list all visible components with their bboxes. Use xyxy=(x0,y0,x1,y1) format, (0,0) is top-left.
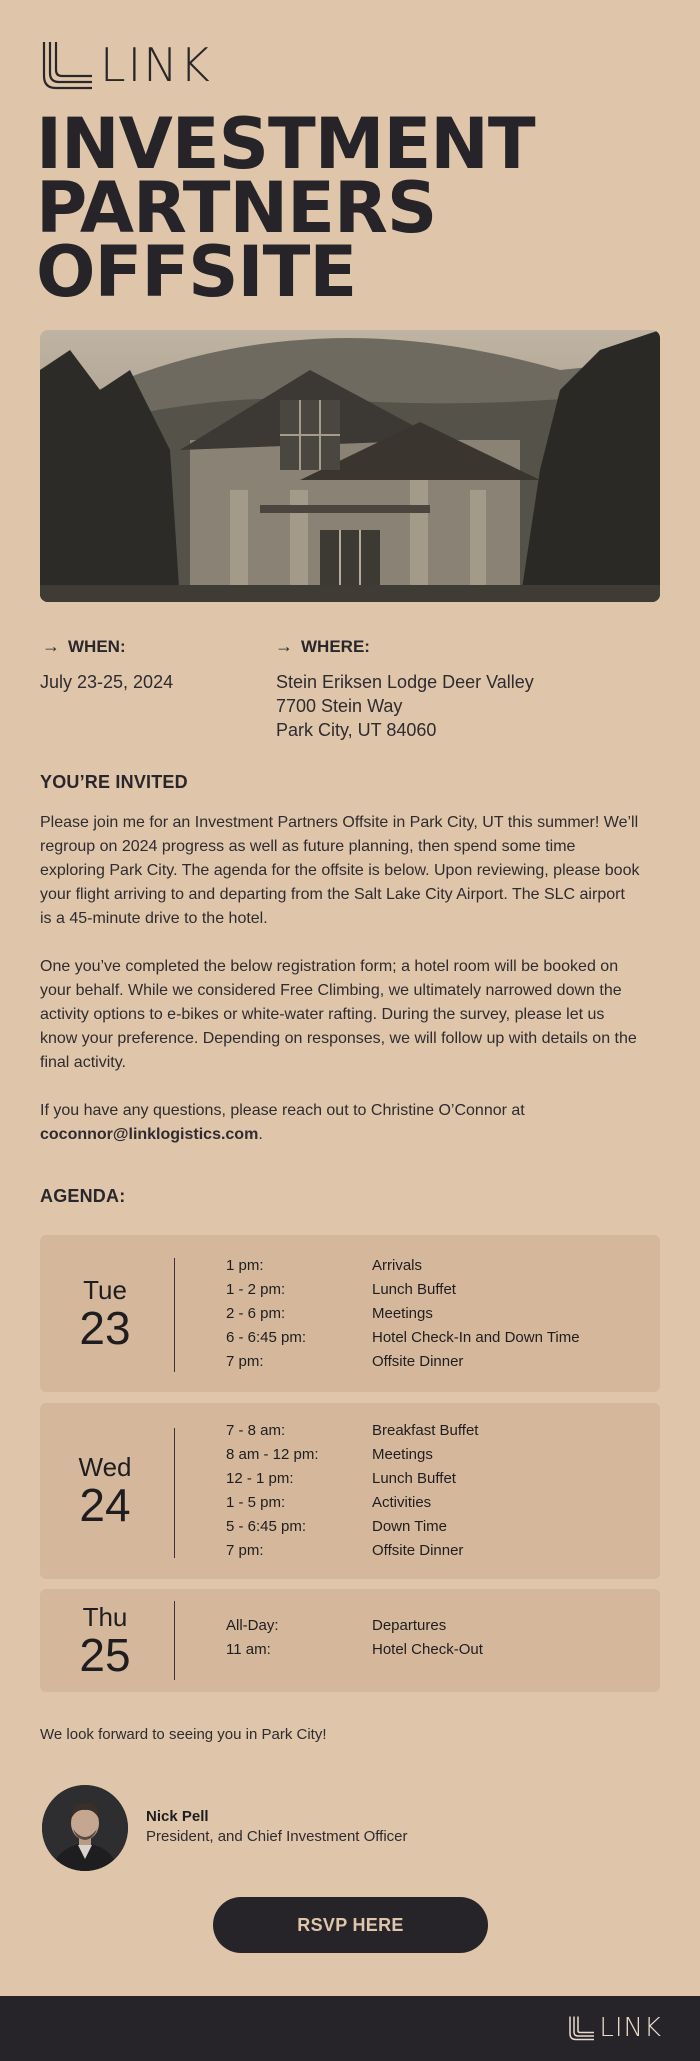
agenda-day-card xyxy=(40,1403,660,1579)
invite-paragraph-3: If you have any questions, please reach out to Christine O’Connor at coconnor@linklogistics.com. xyxy=(40,1102,525,1143)
page-title xyxy=(36,103,676,313)
signer-name: Nick Pell xyxy=(146,1808,209,1825)
day-date: 23 xyxy=(79,1301,131,1354)
schedule-row: 11 am: Hotel Check-Out xyxy=(226,1641,483,1658)
footer xyxy=(0,1996,700,2061)
agenda-title: AGENDA: xyxy=(40,1186,126,1206)
title-line-3: OFFSITE xyxy=(36,231,357,313)
avatar xyxy=(42,1785,128,1871)
day-schedule xyxy=(226,1614,632,1662)
arrow-right-icon: → xyxy=(275,636,293,656)
day-divider xyxy=(174,1428,175,1558)
day-date: 24 xyxy=(79,1479,131,1531)
day-name: Tue xyxy=(83,1274,127,1305)
schedule-row: All-Day: Departures xyxy=(226,1617,447,1634)
where-line-3: Park City, UT 84060 xyxy=(276,720,437,740)
day-date: 25 xyxy=(79,1628,131,1681)
day-header xyxy=(40,1403,170,1579)
day-header xyxy=(40,1235,170,1392)
day-divider xyxy=(174,1258,175,1372)
link-logo-icon xyxy=(42,40,94,90)
signer-title: President, and Chief Investment Officer xyxy=(146,1828,408,1845)
title-line-2: PARTNERS xyxy=(36,167,437,249)
contact-email-link[interactable]: coconnor@linklogistics.com xyxy=(40,1126,259,1143)
invite-paragraph-2: One you’ve completed the below registration form; a hotel room will be booked on your behalf. While we considered Free Climbing, we ultimately narrowed down the activity options to e-bikes or white-water rafting. During the survey, please let us know your preference. Depending on responses, we will follow up with details on the final activity. xyxy=(40,958,637,1071)
schedule-row: 5 - 6:45 pm: Down Time xyxy=(226,1518,448,1535)
hero-image xyxy=(40,330,660,602)
day-name: Thu xyxy=(82,1601,128,1632)
day-schedule xyxy=(226,1419,632,1563)
arrow-right-icon: → xyxy=(42,636,60,656)
title-line-1: INVESTMENT xyxy=(36,103,535,185)
day-name: Wed xyxy=(78,1452,132,1482)
where-line-2: 7700 Stein Way xyxy=(276,696,403,716)
when-value: July 23-25, 2024 xyxy=(40,672,174,692)
brand-name: LINK xyxy=(100,38,212,92)
schedule-row: 7 pm: Offsite Dinner xyxy=(226,1353,464,1370)
link-logo-icon xyxy=(569,2015,595,2041)
agenda-day-card xyxy=(40,1235,660,1392)
where-label: → WHERE: xyxy=(275,636,370,656)
schedule-row: 7 pm: Offsite Dinner xyxy=(226,1542,464,1559)
schedule-row: 8 am - 12 pm: Meetings xyxy=(226,1446,433,1463)
portrait-photo xyxy=(42,1785,128,1871)
brand-logo xyxy=(42,40,212,90)
schedule-row: 1 pm: Arrivals xyxy=(226,1257,423,1274)
lodge-photo xyxy=(40,330,660,602)
day-divider xyxy=(174,1601,175,1680)
rsvp-button[interactable]: RSVP HERE xyxy=(213,1897,488,1953)
schedule-row: 1 - 2 pm: Lunch Buffet xyxy=(226,1281,456,1298)
invite-title: YOU’RE INVITED xyxy=(40,772,188,792)
footer-logo xyxy=(569,2014,662,2042)
where-line-1: Stein Eriksen Lodge Deer Valley xyxy=(276,672,534,692)
when-label: → WHEN: xyxy=(42,636,126,656)
schedule-row: 6 - 6:45 pm: Hotel Check-In and Down Time xyxy=(226,1329,580,1346)
schedule-row: 12 - 1 pm: Lunch Buffet xyxy=(226,1470,456,1487)
schedule-row: 2 - 6 pm: Meetings xyxy=(226,1305,433,1322)
footer-brand-name: LINK xyxy=(599,2013,662,2043)
agenda-day-card xyxy=(40,1589,660,1692)
where-value xyxy=(276,670,534,742)
schedule-row: 7 - 8 am: Breakfast Buffet xyxy=(226,1422,479,1439)
closing-text: We look forward to seeing you in Park City! xyxy=(40,1726,327,1743)
invite-paragraph-1: Please join me for an Investment Partners Offsite in Park City, UT this summer! We’ll regroup on 2024 progress as well as future planning, then spend some time exploring Park City. The agenda for the offsite is below. Upon reviewing, please book your flight arriving to and departing from the Salt Lake City Airport. The SLC airport is a 45-minute drive to the hotel. xyxy=(40,814,640,927)
schedule-row: 1 - 5 pm: Activities xyxy=(226,1494,432,1511)
day-schedule xyxy=(226,1254,632,1374)
day-header xyxy=(40,1589,170,1692)
